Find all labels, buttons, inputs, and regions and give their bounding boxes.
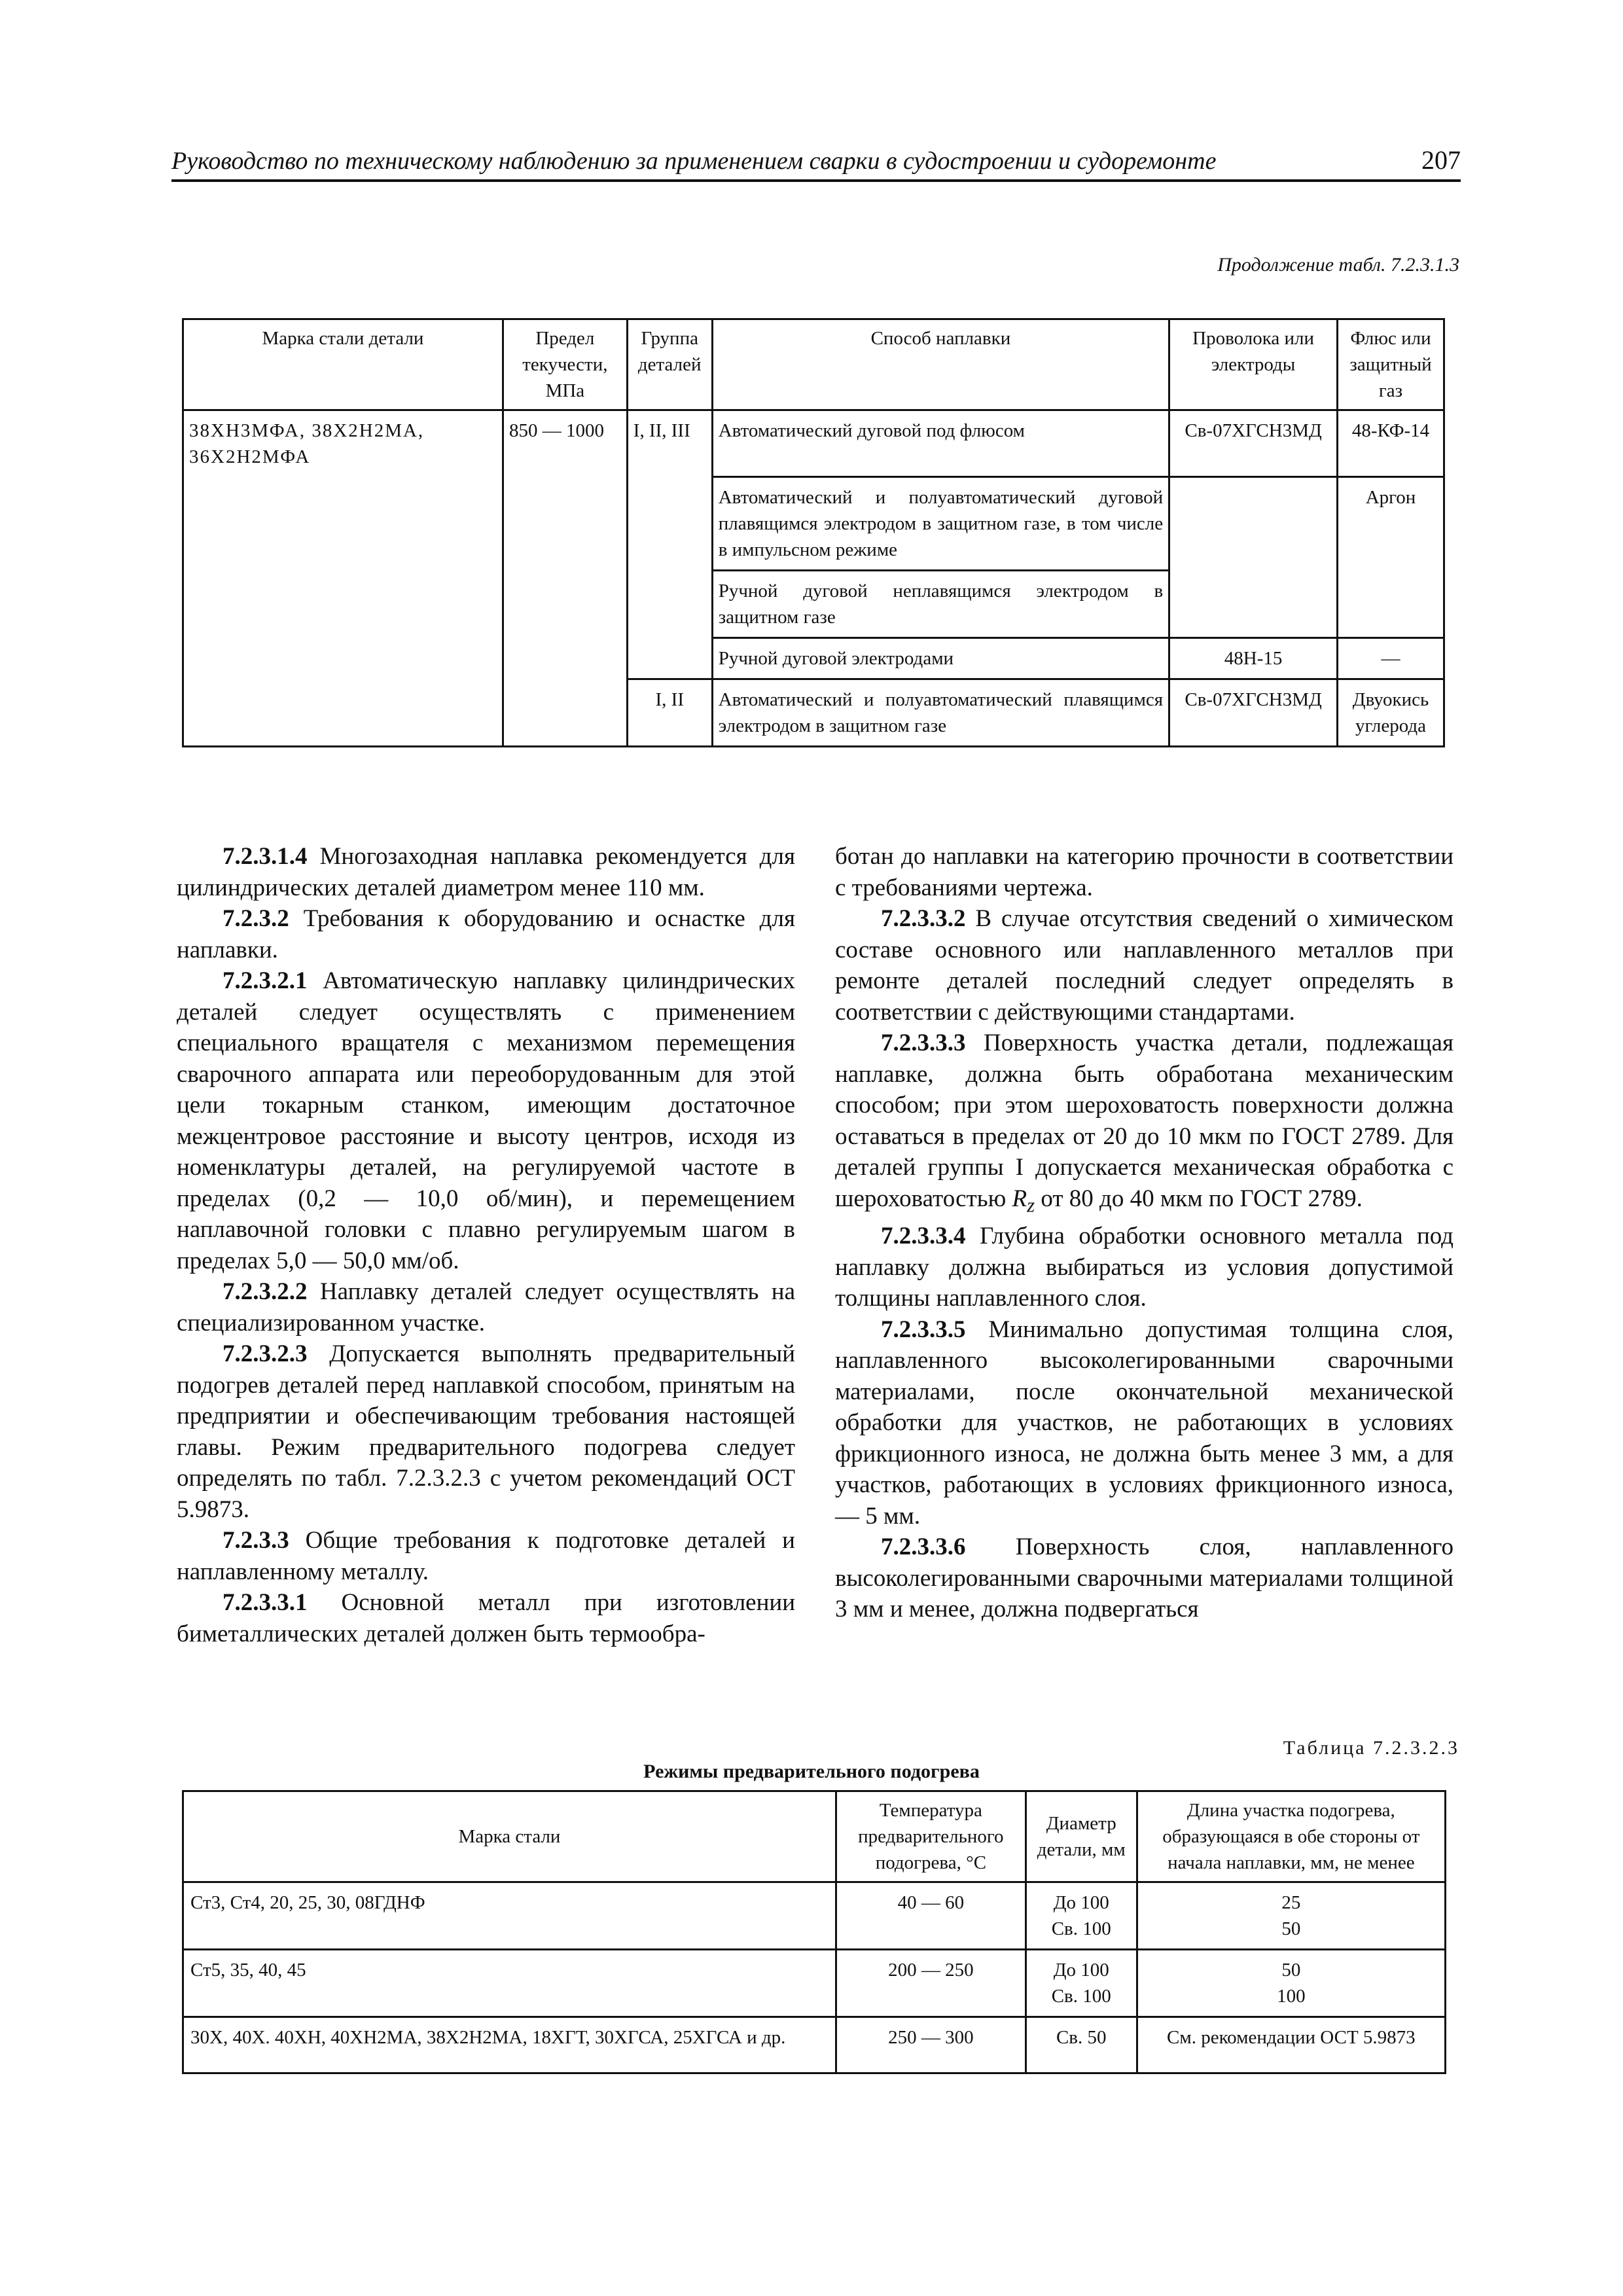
paragraph <box>835 841 1454 903</box>
table-header-row <box>183 319 1444 410</box>
steel-grade-cell: 30Х, 40Х. 40ХН, 40ХН2МА, 38Х2Н2МА, 18ХГТ, 30ХГСА, 25ХГСА и др. <box>183 2017 836 2073</box>
length-value: 25 <box>1281 1892 1301 1913</box>
table-header-row <box>183 1791 1446 1882</box>
text-column-right <box>835 841 1454 1625</box>
clause-number: 7.2.3.2.3 <box>223 1340 308 1367</box>
col-header-steel: Марка стали <box>183 1791 836 1882</box>
empty-cell <box>1338 570 1444 637</box>
page-number: 207 <box>1421 145 1461 175</box>
paragraph <box>835 1221 1454 1314</box>
empty-cell <box>627 637 712 679</box>
empty-cell <box>627 476 712 570</box>
yield-cell: 850 — 1000 <box>503 410 627 477</box>
empty-cell <box>183 570 503 637</box>
temperature-cell: 200 — 250 <box>836 1950 1026 2017</box>
paragraph-text: Требования к оборудованию и оснастке для наплавки. <box>177 905 795 963</box>
clause-number: 7.2.3.2.2 <box>223 1278 308 1305</box>
clause-number: 7.2.3.3.4 <box>881 1223 966 1250</box>
method-cell: Автоматический и полуавтоматический дуговой плавящимся электродом в защитном газе, в том числе в импульсном режиме <box>712 476 1169 570</box>
empty-cell <box>503 679 627 746</box>
roughness-symbol: R <box>1012 1185 1027 1212</box>
col-header-temperature: Температура предварительного подогрева, °С <box>836 1791 1026 1882</box>
empty-cell <box>503 570 627 637</box>
table-row <box>183 1882 1446 1950</box>
clause-number: 7.2.3.3.1 <box>223 1589 308 1616</box>
col-header-group: Группа деталей <box>627 319 712 410</box>
clause-number: 7.2.3.3.3 <box>881 1030 966 1056</box>
table-title: Режимы предварительного подогрева <box>643 1761 980 1782</box>
paragraph <box>177 841 795 903</box>
table-row <box>183 1950 1446 2017</box>
method-cell: Автоматический и полуавтоматический плавящимся электродом в защитном газе <box>712 679 1169 746</box>
col-header-method: Способ наплавки <box>712 319 1169 410</box>
diameter-value: До 100 <box>1053 1892 1109 1913</box>
col-header-flux: Флюс или защитный газ <box>1338 319 1444 410</box>
paragraph <box>177 1525 795 1587</box>
steel-grade-cell: 38ХН3МФА, 38Х2Н2МА, 36Х2Н2МФА <box>183 410 503 477</box>
diameter-value: До 100 <box>1053 1960 1109 1981</box>
empty-cell <box>183 637 503 679</box>
col-header-yield: Предел текучести, МПа <box>503 319 627 410</box>
paragraph-text: Основной металл при изготовлении биметаллических деталей должен быть термообра- <box>177 1589 795 1647</box>
clause-number: 7.2.3.2 <box>223 905 289 932</box>
clause-number: 7.2.3.3.6 <box>881 1534 966 1561</box>
empty-cell <box>627 570 712 637</box>
preheat-table <box>182 1790 1446 2074</box>
paragraph-text: Минимально допустимая толщина слоя, наплавленного высоколегированными сварочными материалами, после окончательной механической обработки для участков, не работающих в условиях фрикционного износа, не должна быть менее 3 мм, а для участков, работающих в условиях фрикционного износа, — 5 мм. <box>835 1316 1454 1530</box>
empty-cell <box>1169 570 1338 637</box>
table-row <box>183 2017 1446 2073</box>
paragraph-text: ботан до наплавки на категорию прочности в соответствии с требованиями чертежа. <box>835 843 1454 901</box>
wire-cell: Св-07ХГСН3МД <box>1169 410 1338 477</box>
paragraph-text: Общие требования к подготовке деталей и наплавленному металлу. <box>177 1527 795 1585</box>
length-cell <box>1137 1882 1445 1950</box>
diameter-cell: Св. 50 <box>1026 2017 1137 2073</box>
group-cell: I, II, III <box>627 410 712 477</box>
wire-cell: 48Н-15 <box>1169 637 1338 679</box>
paragraph <box>177 1587 795 1649</box>
length-value: 100 <box>1277 1986 1306 2007</box>
text-column-left <box>177 841 795 1649</box>
wire-cell: Св-07ХГСН3МД <box>1169 679 1338 746</box>
table-continuation-label: Продолжение табл. 7.2.3.1.3 <box>1217 254 1459 276</box>
col-header-length: Длина участка подогрева, образующаяся в обе стороны от начала наплавки, мм, не менее <box>1137 1791 1445 1882</box>
table-row <box>183 570 1444 637</box>
clause-number: 7.2.3.2.1 <box>223 967 308 994</box>
diameter-value: Св. 100 <box>1051 1918 1111 1939</box>
steel-grade-cell: Ст3, Ст4, 20, 25, 30, 08ГДНФ <box>183 1882 836 1950</box>
length-cell <box>1137 1950 1445 2017</box>
paragraph <box>835 1314 1454 1532</box>
paragraph-text: Поверхность слоя, наплавленного высоколегированными сварочными материалами толщиной 3 мм и менее, должна подвергаться <box>835 1534 1454 1623</box>
empty-cell <box>183 476 503 570</box>
paragraph-text: от 80 до 40 мкм по ГОСТ 2789. <box>1035 1185 1363 1212</box>
clause-number: 7.2.3.3.5 <box>881 1316 966 1343</box>
diameter-cell <box>1026 1950 1137 2017</box>
diameter-cell <box>1026 1882 1137 1950</box>
method-cell: Ручной дуговой неплавящимся электродом в защитном газе <box>712 570 1169 637</box>
empty-cell <box>1169 476 1338 570</box>
paragraph-text: Наплавку деталей следует осуществлять на специализированном участке. <box>177 1278 795 1336</box>
diameter-value: Св. 100 <box>1051 1986 1111 2007</box>
flux-cell: — <box>1338 637 1444 679</box>
paragraph <box>177 903 795 965</box>
table-row <box>183 410 1444 477</box>
paragraph <box>835 1532 1454 1625</box>
flux-cell: Двуокись углерода <box>1338 679 1444 746</box>
paragraph <box>835 1028 1454 1221</box>
clause-number: 7.2.3.3 <box>223 1527 289 1554</box>
roughness-subscript: z <box>1027 1193 1035 1216</box>
temperature-cell: 40 — 60 <box>836 1882 1026 1950</box>
col-header-wire: Проволока или электроды <box>1169 319 1338 410</box>
paragraph <box>835 903 1454 1028</box>
paragraph <box>177 965 795 1276</box>
clause-number: 7.2.3.3.2 <box>881 905 966 932</box>
table-label: Таблица 7.2.3.2.3 <box>1283 1737 1459 1759</box>
method-cell: Ручной дуговой электродами <box>712 637 1169 679</box>
table-row <box>183 637 1444 679</box>
paragraph-text: Автоматическую наплавку цилиндрических деталей следует осуществлять с применением специального вращателя с механизмом перемещения сварочного аппарата или переоборудованным для этой цели токарным станком, имеющим достаточное межцентровое расстояние и высоту центров, исходя из номенклатуры деталей, на регулируемой частоте в пределах (0,2 — 10,0 об/мин), и перемещением наплавочной головки с плавно регулируемым шагом в пределах 5,0 — 50,0 мм/об. <box>177 967 795 1274</box>
flux-cell: Аргон <box>1338 476 1444 570</box>
paragraph <box>177 1276 795 1338</box>
table-row <box>183 679 1444 746</box>
length-cell: См. рекомендации ОСТ 5.9873 <box>1137 2017 1445 2073</box>
empty-cell <box>183 679 503 746</box>
paragraph-text: Многозаходная наплавка рекомендуется для цилиндрических деталей диаметром менее 110 мм. <box>177 843 795 901</box>
running-title: Руководство по техническому наблюдению за применением сварки в судостроении и судоремонте <box>171 147 1217 175</box>
empty-cell <box>503 637 627 679</box>
table-row <box>183 476 1444 570</box>
group-cell: I, II <box>627 679 712 746</box>
method-cell: Автоматический дуговой под флюсом <box>712 410 1169 477</box>
temperature-cell: 250 — 300 <box>836 2017 1026 2073</box>
paragraph-text: Глубина обработки основного металла под наплавку должна выбираться из условия допустимой толщины наплавленного слоя. <box>835 1223 1454 1312</box>
running-header <box>171 140 1461 182</box>
col-header-steel: Марка стали детали <box>183 319 503 410</box>
empty-cell <box>503 476 627 570</box>
paragraph <box>177 1338 795 1525</box>
length-value: 50 <box>1281 1918 1301 1939</box>
clause-number: 7.2.3.1.4 <box>223 843 308 870</box>
paragraph-text: В случае отсутствия сведений о химическом составе основного или наплавленного металлов при ремонте деталей последний следует определять в соответствии с действующими стандартами. <box>835 905 1454 1026</box>
paragraph-text: Допускается выполнять предварительный подогрев деталей перед наплавкой способом, принятым на предприятии и обеспечивающим требования настоящей главы. Режим предварительного подогрева следует определять по табл. 7.2.3.2.3 с учетом рекомендаций ОСТ 5.9873. <box>177 1340 795 1523</box>
welding-methods-table <box>182 318 1445 747</box>
col-header-diameter: Диаметр детали, мм <box>1026 1791 1137 1882</box>
length-value: 50 <box>1281 1960 1301 1981</box>
steel-grade-cell: Ст5, 35, 40, 45 <box>183 1950 836 2017</box>
flux-cell: 48-КФ-14 <box>1338 410 1444 477</box>
paragraph-text: Поверхность участка детали, подлежащая наплавке, должна быть обработана механическим способом; при этом шероховатость поверхности должна оставаться в пределах от 20 до 10 мкм по ГОСТ 2789. Для деталей группы I допускается механическая обработка с шероховатостью <box>835 1030 1454 1212</box>
